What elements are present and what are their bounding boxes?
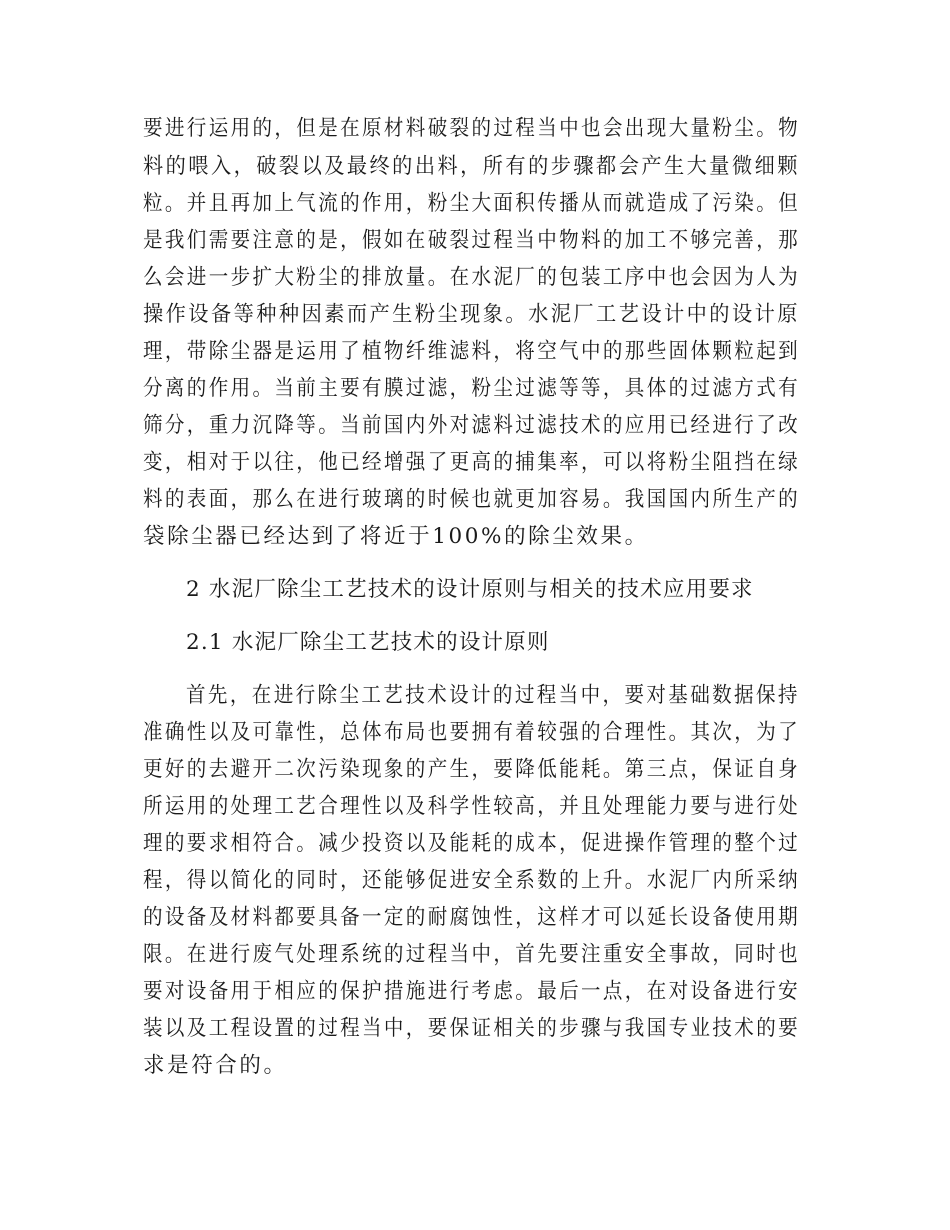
paragraph-line: 的设备及材料都要具备一定的耐腐蚀性，这样才可以延长设备使用期 [143,905,801,930]
paragraph-line: 料的表面，那么在进行玻璃的时候也就更加容易。我国国内所生产的 [143,487,801,512]
paragraph-line: 分离的作用。当前主要有膜过滤，粉尘过滤等等，具体的过滤方式有 [143,376,801,401]
paragraph-line: 程，得以简化的同时，还能够促进安全系数的上升。水泥厂内所采纳 [143,868,801,893]
paragraph-line: 么会进一步扩大粉尘的排放量。在水泥厂的包装工序中也会因为人为 [143,265,801,290]
paragraph-line: 更好的去避开二次污染现象的产生，要降低能耗。第三点，保证自身 [143,757,801,782]
paragraph-line: 要进行运用的，但是在原材料破裂的过程当中也会出现大量粉尘。物 [143,116,801,141]
paragraph-line: 理的要求相符合。减少投资以及能耗的成本，促进操作管理的整个过 [143,831,801,856]
paragraph-line: 首先，在进行除尘工艺技术设计的过程当中，要对基础数据保持 [186,683,800,708]
paragraph-line: 准确性以及可靠性，总体布局也要拥有着较强的合理性。其次，为了 [143,720,801,745]
paragraph-line: 筛分，重力沉降等。当前国内外对滤料过滤技术的应用已经进行了改 [143,413,801,438]
subsection-heading-2-1: 2.1 水泥厂除尘工艺技术的设计原则 [186,630,550,655]
paragraph-line: 料的喂入，破裂以及最终的出料，所有的步骤都会产生大量微细颗 [143,154,800,179]
paragraph-line: 限。在进行废气处理系统的过程当中，首先要注重安全事故，同时也 [143,942,801,967]
paragraph-line: 操作设备等种种因素而产生粉尘现象。水泥厂工艺设计中的设计原 [143,302,800,327]
section-heading-2: 2 水泥厂除尘工艺技术的设计原则与相关的技术应用要求 [186,577,754,602]
paragraph-line: 所运用的处理工艺合理性以及科学性较高，并且处理能力要与进行处 [143,794,801,819]
paragraph-line: 袋除尘器已经达到了将近于100%的除尘效果。 [143,524,649,549]
paragraph-line: 是我们需要注意的是，假如在破裂过程当中物料的加工不够完善，那 [143,228,801,253]
paragraph-line: 理，带除尘器是运用了植物纤维滤料，将空气中的那些固体颗粒起到 [143,339,801,364]
paragraph-line: 粒。并且再加上气流的作用，粉尘大面积传播从而就造成了污染。但 [143,191,801,216]
paragraph-line: 求是符合的。 [143,1053,288,1078]
paragraph-line: 要对设备用于相应的保护措施进行考虑。最后一点，在对设备进行安 [143,979,801,1004]
paragraph-line: 装以及工程设置的过程当中，要保证相关的步骤与我国专业技术的要 [143,1016,801,1041]
paragraph-line: 变，相对于以往，他已经增强了更高的捕集率，可以将粉尘阻挡在绿 [143,450,801,475]
